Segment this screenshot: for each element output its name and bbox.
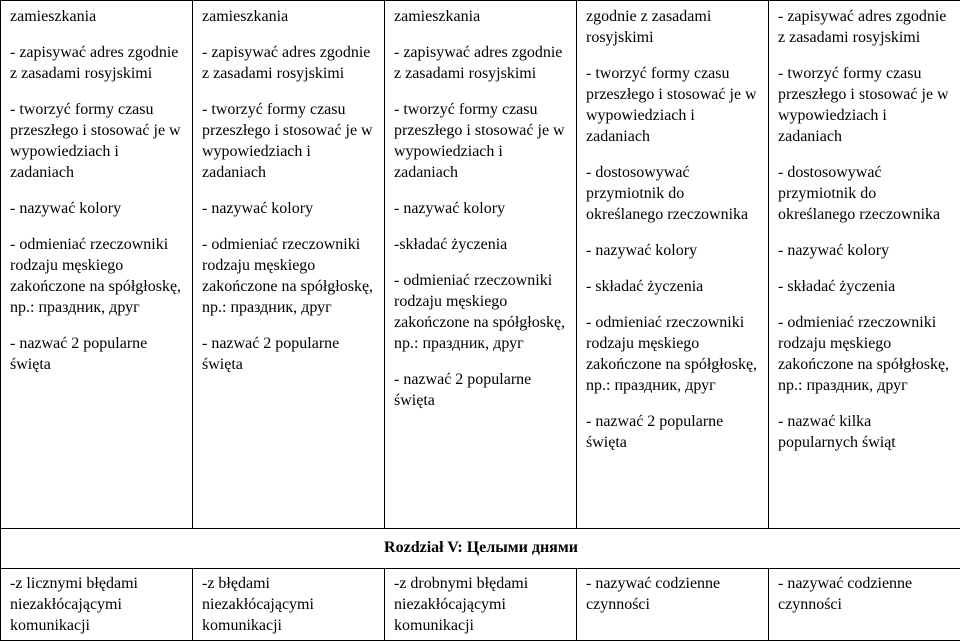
grade-column-2 [193,1,385,529]
list-item: - dostosowywać przymiotnik do określanego rzeczownika [586,162,760,225]
column-heading: zgodnie z zasadami rosyjskimi [586,6,760,48]
list-item: -składać życzenia [394,234,568,255]
list-item: - składać życzenia [586,276,760,297]
requirements-row [1,1,960,529]
list-item: - tworzyć formy czasu przeszłego i stosować je w wypowiedziach i zadaniach [586,63,760,147]
column-heading: zamieszkania [202,6,376,27]
bottom-cell-3: -z drobnymi błędami niezakłócającymi komunikacji [385,569,577,641]
list-item: - zapisywać adres zgodnie z zasadami rosyjskimi [202,42,376,84]
list-item: - tworzyć formy czasu przeszłego i stosować je w wypowiedziach i zadaniach [778,63,952,147]
list-item: - nazwać kilka popularnych świąt [778,411,952,453]
list-item: - nazywać kolory [778,240,952,261]
list-item: - odmieniać rzeczowniki rodzaju męskiego zakończone na spółgłoskę, np.: праздник, друг [202,234,376,318]
list-item: - nazywać kolory [10,198,184,219]
list-item: - nazwać 2 popularne święta [10,333,184,375]
column-heading: - zapisywać adres zgodnie z zasadami rosyjskimi [778,6,952,48]
column-heading: zamieszkania [394,6,568,27]
list-item: - zapisywać adres zgodnie z zasadami rosyjskimi [10,42,184,84]
list-item: - odmieniać rzeczowniki rodzaju męskiego zakończone na spółgłoskę, np.: праздник, друг [778,312,952,396]
bottom-cell-5: - nazywać codzienne czynności [769,569,960,641]
column-heading: zamieszkania [10,6,184,27]
list-item: - tworzyć formy czasu przeszłego i stosować je w wypowiedziach i zadaniach [394,99,568,183]
grade-column-5 [769,1,960,529]
list-item: - dostosowywać przymiotnik do określanego rzeczownika [778,162,952,225]
bottom-cell-4: - nazywać codzienne czynności [577,569,769,641]
list-item: - tworzyć formy czasu przeszłego i stosować je w wypowiedziach i zadaniach [10,99,184,183]
list-item: - nazywać kolory [586,240,760,261]
grade-column-1 [1,1,193,529]
list-item: - nazwać 2 popularne święta [586,411,760,453]
bottom-row [1,569,960,641]
list-item: - odmieniać rzeczowniki rodzaju męskiego zakończone na spółgłoskę, np.: праздник, друг [394,270,568,354]
list-item: - nazywać kolory [202,198,376,219]
list-item: - tworzyć formy czasu przeszłego i stosować je w wypowiedziach i zadaniach [202,99,376,183]
list-item: - nazwać 2 popularne święta [202,333,376,375]
list-item: - składać życzenia [778,276,952,297]
list-item: - odmieniać rzeczowniki rodzaju męskiego zakończone na spółgłoskę, np.: праздник, друг [10,234,184,318]
list-item: - nazywać kolory [394,198,568,219]
grade-column-3 [385,1,577,529]
section-row [1,529,960,569]
list-item: - zapisywać adres zgodnie z zasadami rosyjskimi [394,42,568,84]
bottom-cell-2: -z błędami niezakłócającymi komunikacji [193,569,385,641]
list-item: - nazwać 2 popularne święta [394,369,568,411]
bottom-cell-1: -z licznymi błędami niezakłócającymi komunikacji [1,569,193,641]
grade-column-4 [577,1,769,529]
section-title: Rozdział V: Целыми днями [1,529,960,569]
list-item: - odmieniać rzeczowniki rodzaju męskiego zakończone na spółgłoskę, np.: праздник, друг [586,312,760,396]
